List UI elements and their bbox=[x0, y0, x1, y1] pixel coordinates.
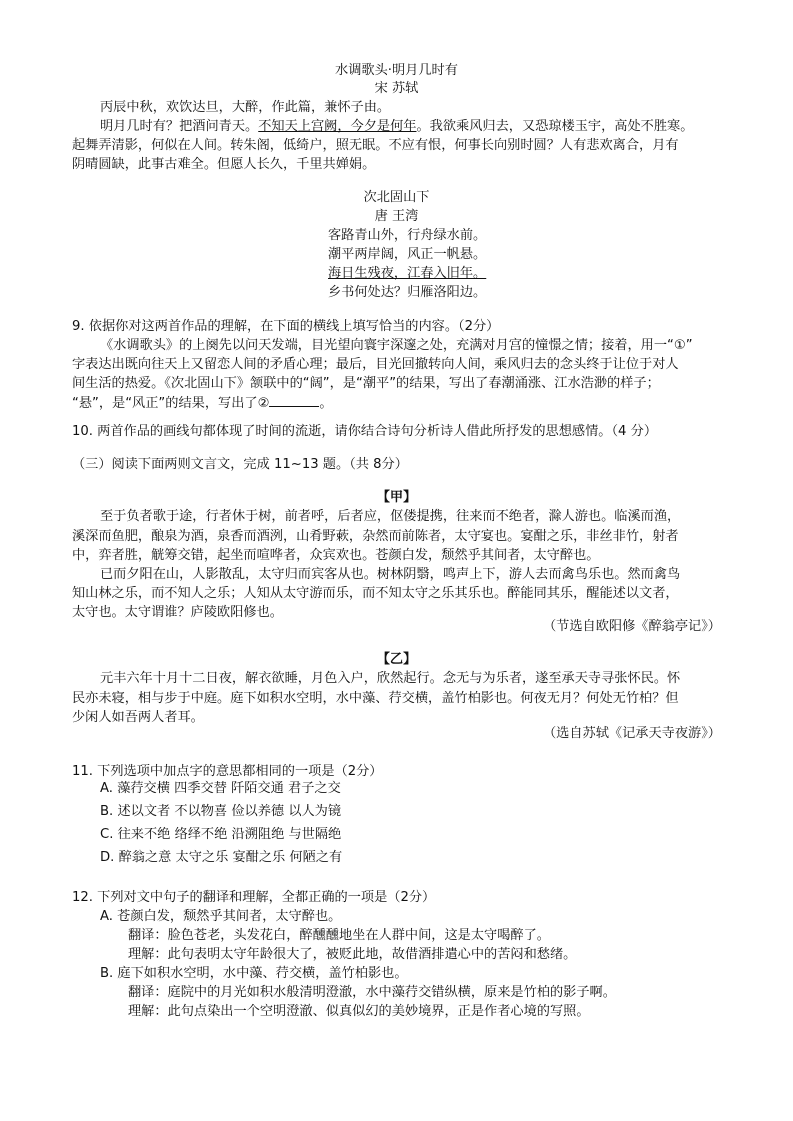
poem1-author: 宋 苏轼 bbox=[374, 81, 419, 96]
question-9-text: 字表达出既向往天上又留恋人间的矛盾心理；最后，目光回撤转向人间，乘风归去的念头终于让位于对人 bbox=[72, 357, 679, 372]
poem2-underlined-line: 海日生残夜，江春入旧年。 bbox=[328, 266, 487, 281]
question-11-option-c[interactable] bbox=[100, 824, 341, 846]
question-9-period: 。 bbox=[319, 396, 333, 411]
option-phrase: 沿溯阻绝 bbox=[231, 827, 285, 842]
poem1-title: 水调歌头·明月几时有 bbox=[335, 63, 458, 78]
option-letter: C. bbox=[100, 827, 114, 842]
option-phrase: 与世隔绝 bbox=[288, 827, 342, 842]
question-9-text-end: “悬”，是“风正”的结果，写出了② bbox=[72, 396, 270, 411]
question-12-b-translation: 翻译：庭院中的月光如积水般清明澄澈，水中藻荇交错纵横，原来是竹柏的影子啊。 bbox=[128, 985, 616, 1000]
question-12-option-a[interactable]: A. 苍颜白发，颓然乎其间者，太守醉也。 bbox=[100, 909, 342, 924]
option-phrase: 以人为镜 bbox=[288, 804, 342, 819]
option-phrase: 往来不绝 bbox=[117, 827, 171, 842]
option-letter: D. bbox=[100, 850, 115, 865]
question-9-text: 《水调歌头》的上阕先以问天发端，目光望向寰宇深邃之处，充满对月宫的憧憬之情；接着，用一“①” bbox=[100, 338, 693, 353]
option-phrase: 阡陌交通 bbox=[231, 781, 284, 796]
poem1-line1 bbox=[100, 118, 693, 136]
question-12-b-understanding: 理解：此句点染出一个空明澄澈、似真似幻的美妙境界，正是作者心境的写照。 bbox=[128, 1004, 590, 1019]
question-9-stem: 9. 依据你对这两首作品的理解，在下面的横线上填写恰当的内容。（2分） bbox=[72, 319, 500, 334]
option-letter: B. bbox=[100, 804, 114, 819]
option-phrase: 络绎不绝 bbox=[174, 827, 228, 842]
question-11-option-d[interactable] bbox=[100, 847, 342, 869]
poem1-preface: 丙辰中秋，欢饮达旦，大醉，作此篇，兼怀子由。 bbox=[100, 100, 391, 115]
option-phrase: 四季交替 bbox=[174, 781, 227, 796]
poem2-author: 唐 王湾 bbox=[374, 209, 419, 224]
option-phrase: 太守之乐 bbox=[175, 850, 229, 865]
passage-yi-source: （选自苏轼《记承天寺夜游》） bbox=[542, 726, 721, 741]
option-phrase: 君子之交 bbox=[288, 781, 341, 796]
section-3-title: （三）阅读下面两则文言文，完成 11~13 题。（共 8分） bbox=[72, 457, 408, 472]
passage-yi-line: 少闲人如吾两人者耳。 bbox=[72, 710, 204, 725]
poem1-underlined-line: 不知天上宫阙，今夕是何年 bbox=[258, 119, 417, 134]
question-11-option-b[interactable] bbox=[100, 801, 341, 823]
passage-jia-source: （节选自欧阳修《醉翁亭记》） bbox=[542, 619, 721, 634]
poem2-line: 乡书何处达？归雁洛阳边。 bbox=[328, 285, 487, 300]
poem1-line3: 阴晴圆缺，此事古难全。但愿人长久，千里共婵娟。 bbox=[72, 157, 376, 172]
option-phrase: 述以文者 bbox=[117, 804, 171, 819]
question-9-text bbox=[72, 394, 333, 413]
passage-jia-line: 溪深而鱼肥，酿泉为酒，泉香而酒洌，山肴野蔌，杂然而前陈者，太守宴也。宴酣之乐，非丝非竹，射者 bbox=[72, 529, 679, 544]
option-phrase: 宴酣之乐 bbox=[232, 850, 286, 865]
question-10-stem: 10. 两首作品的画线句都体现了时间的流逝，请你结合诗句分析诗人借此所抒发的思想感情。（4 分） bbox=[72, 424, 658, 439]
poem1-text-b: 。我欲乘风归去，又恐琼楼玉宇，高处不胜寒。 bbox=[416, 119, 694, 134]
option-phrase: 何陋之有 bbox=[289, 850, 343, 865]
question-11-stem: 11. 下列选项中加点字的意思都相同的一项是（2分） bbox=[72, 764, 383, 779]
passage-jia-line: 中，弈者胜，觥筹交错，起坐而喧哗者，众宾欢也。苍颜白发，颓然乎其间者，太守醉也。 bbox=[72, 548, 600, 563]
question-12-a-understanding: 理解：此句表明太守年龄很大了，被贬此地，故借酒排遣心中的苦闷和愁绪。 bbox=[128, 947, 577, 962]
question-11-option-a[interactable] bbox=[100, 778, 341, 800]
passage-yi-line: 元丰六年十月十二日夜，解衣欲睡，月色入户，欣然起行。念无与为乐者，遂至承天寺寻张怀民。怀 bbox=[100, 671, 681, 686]
poem2-line: 客路青山外，行舟绿水前。 bbox=[328, 228, 487, 243]
question-12-option-b[interactable]: B. 庭下如积水空明，水中藻、荇交横，盖竹柏影也。 bbox=[100, 966, 408, 981]
passage-yi-line: 民亦未寝，相与步于中庭。庭下如积水空明，水中藻、荇交横，盖竹柏影也。何夜无月？何处无竹柏？但 bbox=[72, 691, 679, 706]
question-9-text: 间生活的热爱。《次北固山下》颔联中的“阔”，是“潮平”的结果，写出了春潮涌涨、江水浩渺的样子； bbox=[72, 376, 660, 391]
poem1-text-a: 明月几时有？把酒问青天。 bbox=[100, 119, 259, 134]
option-letter: A. bbox=[100, 781, 113, 796]
answer-blank[interactable] bbox=[269, 394, 319, 407]
question-12-stem: 12. 下列对文中句子的翻译和理解，全都正确的一项是（2分） bbox=[72, 890, 436, 905]
passage-yi-label: 【乙】 bbox=[376, 652, 417, 667]
question-12-a-translation: 翻译：脸色苍老，头发花白，醉醺醺地坐在人群中间，这是太守喝醉了。 bbox=[128, 928, 550, 943]
passage-jia-line: 至于负者歌于途，行者休于树，前者呼，后者应，伛偻提携，往来而不绝者，滁人游也。临溪而渔， bbox=[100, 509, 681, 524]
poem2-line: 潮平两岸阔，风正一帆悬。 bbox=[328, 247, 487, 262]
poem2-title: 次北固山下 bbox=[363, 190, 430, 205]
option-phrase: 不以物喜 bbox=[174, 804, 228, 819]
passage-jia-line: 知山林之乐，而不知人之乐；人知从太守游而乐，而不知太守之乐其乐也。醉能同其乐，醒能述以文者， bbox=[72, 586, 679, 601]
option-phrase: 俭以养德 bbox=[231, 804, 285, 819]
poem1-line2: 起舞弄清影，何似在人间。转朱阁，低绮户，照无眠。不应有恨，何事长向别时圆？人有悲欢离合，月有 bbox=[72, 138, 679, 153]
option-phrase: 醉翁之意 bbox=[118, 850, 172, 865]
passage-jia-label: 【甲】 bbox=[376, 490, 417, 505]
passage-jia-line: 已而夕阳在山，人影散乱，太守归而宾客从也。树林阴翳，鸣声上下，游人去而禽鸟乐也。然而禽鸟 bbox=[100, 567, 681, 582]
option-phrase: 藻荇交横 bbox=[117, 781, 170, 796]
passage-jia-line: 太守也。太守谓谁？庐陵欧阳修也。 bbox=[72, 605, 283, 620]
